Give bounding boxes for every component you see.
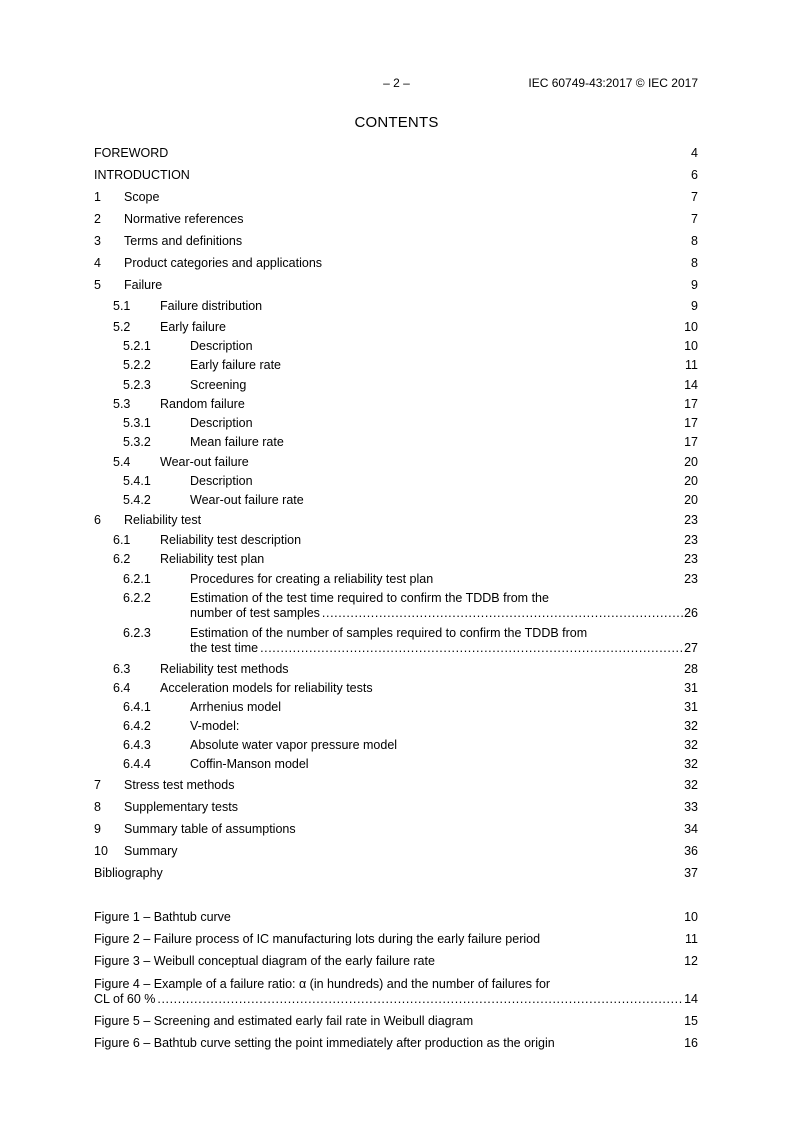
entry-number: 6.4.2 bbox=[123, 719, 151, 733]
entry-label: Mean failure rate bbox=[190, 435, 284, 449]
entry-number: 6.4 bbox=[113, 681, 131, 695]
toc-entry[interactable] bbox=[94, 662, 698, 677]
toc-entry[interactable] bbox=[94, 320, 698, 335]
toc-entry[interactable] bbox=[94, 757, 698, 772]
entry-label: Stress test methods bbox=[124, 778, 235, 792]
entry-page: 23 bbox=[684, 552, 698, 566]
entry-number: 6.3 bbox=[113, 662, 131, 676]
entry-body bbox=[190, 591, 698, 621]
entry-label: Figure 3 – Weibull conceptual diagram of the early failure rate bbox=[94, 954, 435, 968]
entry-page: 32 bbox=[684, 778, 698, 792]
entry-page: 12 bbox=[684, 954, 698, 968]
entry-number: 1 bbox=[94, 190, 101, 204]
entry-page: 23 bbox=[684, 572, 698, 586]
entry-label: Description bbox=[190, 474, 253, 488]
entry-label: INTRODUCTION bbox=[94, 168, 190, 182]
entry-number: 5.3 bbox=[113, 397, 131, 411]
entry-body bbox=[94, 168, 698, 183]
entry-body bbox=[160, 533, 698, 548]
entry-number: 6.2 bbox=[113, 552, 131, 566]
entry-number: 6.4.1 bbox=[123, 700, 151, 714]
toc-entry[interactable] bbox=[94, 455, 698, 470]
entry-label: Reliability test bbox=[124, 513, 202, 527]
standard-reference: IEC 60749-43:2017 © IEC 2017 bbox=[528, 76, 698, 90]
entry-label: Procedures for creating a reliability test plan bbox=[190, 572, 434, 586]
entry-page: 9 bbox=[691, 278, 698, 292]
entry-label: Summary bbox=[124, 844, 178, 858]
entry-number: 5 bbox=[94, 278, 101, 292]
entry-number: 3 bbox=[94, 234, 101, 248]
entry-label: Wear-out failure rate bbox=[190, 493, 304, 507]
toc-entry[interactable] bbox=[94, 168, 698, 183]
toc-entry[interactable] bbox=[94, 416, 698, 431]
toc-entry[interactable] bbox=[94, 493, 698, 508]
entry-number: 6.4.3 bbox=[123, 738, 151, 752]
entry-body bbox=[190, 474, 698, 489]
toc-entry[interactable] bbox=[94, 719, 698, 734]
toc-entry[interactable] bbox=[94, 339, 698, 354]
entry-label: Figure 4 – Example of a failure ratio: α (in hundreds) and the number of failures for bbox=[94, 977, 551, 991]
entry-label: Early failure bbox=[160, 320, 226, 334]
entry-label: Early failure rate bbox=[190, 358, 282, 372]
entry-number: 10 bbox=[94, 844, 108, 858]
entry-page: 16 bbox=[684, 1036, 698, 1050]
entry-label: Terms and definitions bbox=[124, 234, 243, 248]
entry-body bbox=[160, 662, 698, 677]
entry-body bbox=[94, 146, 698, 161]
entry-label: Acceleration models for reliability tests bbox=[160, 681, 373, 695]
entry-page: 27 bbox=[684, 641, 698, 655]
toc-entry[interactable] bbox=[94, 378, 698, 393]
entry-label: Summary table of assumptions bbox=[124, 822, 296, 836]
entry-body bbox=[190, 493, 698, 508]
entry-label: Product categories and applications bbox=[124, 256, 323, 270]
entry-label-cont: CL of 60 % bbox=[94, 992, 156, 1006]
entry-page: 20 bbox=[684, 493, 698, 507]
entry-body bbox=[190, 626, 698, 656]
toc-entry[interactable] bbox=[94, 1036, 698, 1051]
toc-entry[interactable] bbox=[94, 954, 698, 969]
entry-number: 5.2 bbox=[113, 320, 131, 334]
entry-number: 4 bbox=[94, 256, 101, 270]
entry-label: Description bbox=[190, 416, 253, 430]
toc-entry[interactable] bbox=[94, 513, 698, 528]
entry-number: 5.4.2 bbox=[123, 493, 151, 507]
dot-leader bbox=[157, 992, 683, 1007]
entry-line2 bbox=[190, 641, 698, 656]
entry-page: 23 bbox=[684, 513, 698, 527]
entry-wrap bbox=[94, 977, 698, 1007]
entry-label: Reliability test plan bbox=[160, 552, 265, 566]
toc-entry[interactable] bbox=[94, 552, 698, 567]
toc-entry[interactable] bbox=[94, 844, 698, 859]
entry-page: 31 bbox=[684, 700, 698, 714]
entry-number: 5.2.2 bbox=[123, 358, 151, 372]
entry-number: 5.1 bbox=[113, 299, 131, 313]
toc-entry[interactable] bbox=[94, 533, 698, 548]
toc-entry[interactable] bbox=[94, 910, 698, 925]
dot-leader bbox=[322, 606, 683, 621]
entry-label: Estimation of the test time required to confirm the TDDB from the bbox=[190, 591, 549, 605]
entry-page: 36 bbox=[684, 844, 698, 858]
entry-page: 17 bbox=[684, 397, 698, 411]
entry-body bbox=[190, 378, 698, 393]
entry-body bbox=[190, 416, 698, 431]
entry-page: 34 bbox=[684, 822, 698, 836]
entry-label: Arrhenius model bbox=[190, 700, 282, 714]
entry-page: 9 bbox=[691, 299, 698, 313]
entry-body bbox=[124, 844, 698, 859]
entry-label: V-model: bbox=[190, 719, 240, 733]
entry-page: 32 bbox=[684, 757, 698, 771]
entry-label-cont: number of test samples bbox=[190, 606, 320, 620]
entry-label: Coffin-Manson model bbox=[190, 757, 309, 771]
entry-label: Figure 2 – Failure process of IC manufacturing lots during the early failure period bbox=[94, 932, 541, 946]
toc-entry[interactable] bbox=[94, 681, 698, 696]
entry-page: 17 bbox=[684, 435, 698, 449]
toc-entry[interactable] bbox=[94, 800, 698, 815]
entry-body bbox=[160, 455, 698, 470]
toc-entry[interactable] bbox=[94, 626, 698, 656]
toc-entry[interactable] bbox=[94, 256, 698, 271]
entry-label: Figure 5 – Screening and estimated early fail rate in Weibull diagram bbox=[94, 1014, 474, 1028]
toc-entry[interactable] bbox=[94, 358, 698, 373]
entry-body bbox=[94, 866, 698, 881]
entry-label: Description bbox=[190, 339, 253, 353]
entry-page: 28 bbox=[684, 662, 698, 676]
entry-body bbox=[190, 719, 698, 734]
entry-body bbox=[124, 513, 698, 528]
entry-body bbox=[94, 977, 698, 1007]
toc-entry[interactable] bbox=[94, 977, 698, 1007]
entry-number: 7 bbox=[94, 778, 101, 792]
entry-label: FOREWORD bbox=[94, 146, 169, 160]
entry-label: Figure 6 – Bathtub curve setting the point immediately after production as the origin bbox=[94, 1036, 555, 1050]
entry-page: 20 bbox=[684, 474, 698, 488]
toc-entry[interactable] bbox=[94, 146, 698, 161]
entry-page: 11 bbox=[685, 932, 698, 946]
entry-body bbox=[94, 1014, 698, 1029]
entry-number: 5.4 bbox=[113, 455, 131, 469]
entry-page: 32 bbox=[684, 738, 698, 752]
entry-page: 6 bbox=[691, 168, 698, 182]
entry-label: Failure bbox=[124, 278, 163, 292]
toc-entry[interactable] bbox=[94, 212, 698, 227]
entry-number: 5.4.1 bbox=[123, 474, 151, 488]
entry-page: 14 bbox=[684, 992, 698, 1006]
entry-line2 bbox=[94, 992, 698, 1007]
toc-entry[interactable] bbox=[94, 190, 698, 205]
dot-leader bbox=[260, 641, 683, 656]
entry-body bbox=[190, 757, 698, 772]
entry-label: Random failure bbox=[160, 397, 245, 411]
entry-page: 10 bbox=[684, 910, 698, 924]
entry-page: 37 bbox=[684, 866, 698, 880]
entry-label: Screening bbox=[190, 378, 247, 392]
entry-page: 8 bbox=[691, 256, 698, 270]
entry-body bbox=[124, 822, 698, 837]
entry-page: 26 bbox=[684, 606, 698, 620]
entry-page: 8 bbox=[691, 234, 698, 248]
entry-body bbox=[94, 1036, 698, 1051]
toc-entry[interactable] bbox=[94, 1014, 698, 1029]
toc-entry[interactable] bbox=[94, 397, 698, 412]
entry-number: 8 bbox=[94, 800, 101, 814]
entry-body bbox=[124, 278, 698, 293]
entry-wrap bbox=[190, 591, 698, 621]
toc-entry[interactable] bbox=[94, 700, 698, 715]
entry-body bbox=[94, 932, 698, 947]
toc-entry[interactable] bbox=[94, 572, 698, 587]
toc-entry[interactable] bbox=[94, 866, 698, 881]
entry-body bbox=[124, 800, 698, 815]
entry-label: Estimation of the number of samples required to confirm the TDDB from bbox=[190, 626, 588, 640]
entry-page: 17 bbox=[684, 416, 698, 430]
entry-page: 33 bbox=[684, 800, 698, 814]
entry-number: 5.3.2 bbox=[123, 435, 151, 449]
entry-label: Failure distribution bbox=[160, 299, 263, 313]
entry-body bbox=[124, 234, 698, 249]
entry-label: Normative references bbox=[124, 212, 244, 226]
toc-entry[interactable] bbox=[94, 278, 698, 293]
entry-page: 10 bbox=[684, 320, 698, 334]
entry-line2 bbox=[190, 606, 698, 621]
entry-number: 9 bbox=[94, 822, 101, 836]
entry-number: 6.2.1 bbox=[123, 572, 151, 586]
entry-number: 6.2.2 bbox=[123, 591, 151, 605]
entry-label: Supplementary tests bbox=[124, 800, 238, 814]
entry-body bbox=[124, 778, 698, 793]
entry-body bbox=[190, 738, 698, 753]
entry-body bbox=[94, 910, 698, 925]
entry-number: 6.2.3 bbox=[123, 626, 151, 640]
entry-number: 6 bbox=[94, 513, 101, 527]
toc-entry[interactable] bbox=[94, 234, 698, 249]
entry-body bbox=[124, 212, 698, 227]
entry-page: 32 bbox=[684, 719, 698, 733]
entry-body bbox=[160, 681, 698, 696]
entry-page: 31 bbox=[684, 681, 698, 695]
entry-page: 7 bbox=[691, 190, 698, 204]
entry-page: 11 bbox=[685, 358, 698, 372]
entry-body bbox=[160, 397, 698, 412]
toc-entry[interactable] bbox=[94, 738, 698, 753]
entry-body bbox=[124, 190, 698, 205]
entry-label: Wear-out failure bbox=[160, 455, 249, 469]
toc-entry[interactable] bbox=[94, 932, 698, 947]
entry-body bbox=[124, 256, 698, 271]
entry-page: 4 bbox=[691, 146, 698, 160]
entry-label-cont: the test time bbox=[190, 641, 259, 655]
entry-number: 5.2.3 bbox=[123, 378, 151, 392]
entry-body bbox=[190, 358, 698, 373]
entry-label: Reliability test methods bbox=[160, 662, 289, 676]
toc-entry[interactable] bbox=[94, 435, 698, 450]
entry-body bbox=[190, 435, 698, 450]
entry-page: 15 bbox=[684, 1014, 698, 1028]
entry-number: 2 bbox=[94, 212, 101, 226]
page-number: – 2 – bbox=[383, 76, 410, 90]
entry-label: Scope bbox=[124, 190, 160, 204]
contents-title: CONTENTS bbox=[354, 114, 439, 131]
entry-page: 23 bbox=[684, 533, 698, 547]
entry-body bbox=[160, 320, 698, 335]
entry-number: 6.4.4 bbox=[123, 757, 151, 771]
entry-label: Reliability test description bbox=[160, 533, 302, 547]
entry-body bbox=[94, 954, 698, 969]
entry-label: Absolute water vapor pressure model bbox=[190, 738, 398, 752]
toc-entry[interactable] bbox=[94, 299, 698, 314]
entry-label: Bibliography bbox=[94, 866, 163, 880]
entry-body bbox=[160, 552, 698, 567]
toc-entry[interactable] bbox=[94, 474, 698, 489]
entry-page: 14 bbox=[684, 378, 698, 392]
toc-entry[interactable] bbox=[94, 778, 698, 793]
entry-body bbox=[160, 299, 698, 314]
entry-page: 7 bbox=[691, 212, 698, 226]
toc-entry[interactable] bbox=[94, 822, 698, 837]
toc-entry[interactable] bbox=[94, 591, 698, 621]
entry-number: 6.1 bbox=[113, 533, 131, 547]
entry-page: 10 bbox=[684, 339, 698, 353]
entry-body bbox=[190, 700, 698, 715]
entry-body bbox=[190, 572, 698, 587]
entry-number: 5.2.1 bbox=[123, 339, 151, 353]
entry-body bbox=[190, 339, 698, 354]
entry-wrap bbox=[190, 626, 698, 656]
entry-label: Figure 1 – Bathtub curve bbox=[94, 910, 231, 924]
page-header bbox=[0, 76, 793, 92]
entry-number: 5.3.1 bbox=[123, 416, 151, 430]
entry-page: 20 bbox=[684, 455, 698, 469]
